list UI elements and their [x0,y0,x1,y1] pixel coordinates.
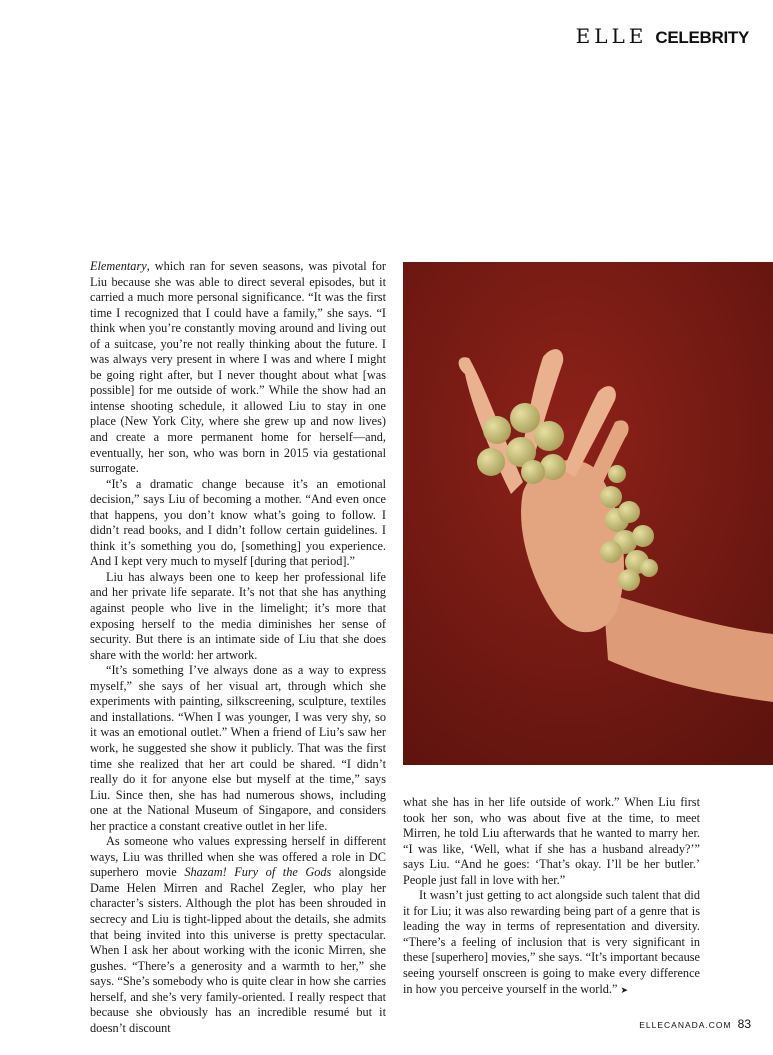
paragraph: It wasn’t just getting to act alongside such talent that did it for Liu; it was also rewarding being part of a genre that is leading the way in terms of representation and diversity. “There’s a feeling of inclusion that is very significant in these [superhero] movies,” she says. “It’s important because seeing yourself onscreen is going to make every difference in how you perceive yourself in the world.” ➤ [403,888,700,996]
article-column-right [403,795,700,998]
magazine-logo: ELLE [575,24,648,48]
paragraph: “It’s something I’ve always done as a way to express myself,” she says of her visual art, through which she experiments with painting, silkscreening, sculpture, textiles and installations. “When I was younger, I was very shy, so it was an emotional outlet.” When a friend of Liu’s saw her work, he suggested she show it publicly. That was the first time she realized that her art could be shared. “I didn’t really do it for anyone else but myself at the time,” says Liu. Since then, she has had numerous shows, including one at the National Museum of Singapore, and considers her practice a constant creative outlet in her life. [90,663,386,833]
website-url: ELLECANADA.COM [639,1020,732,1030]
paragraph: what she has in her life outside of work.” When Liu first took her son, who was about five at the time, to meet Mirren, he told Liu afterwards that he wanted to marry her. “I was like, ‘Well, what if she has a husband already?’” says Liu. “And he goes: ‘That’s okay. I’ll be her butler.’ People just fall in love with her.” [403,795,700,887]
article-column-left [90,259,386,1036]
photo-illustration [403,262,773,765]
paragraph: Elementary, which ran for seven seasons, was pivotal for Liu because she was able to direct several episodes, but it carried a much more personal significance. “It was the first time I recognized that I could have a family,” she says. “I think when you’re constantly moving around and living out of a suitcase, you’re not really thinking about the future. I was always very present in where I was and where I might be going right after, but I never thought about what [was possible] for me outside of work.” While the show had an intense shooting schedule, it allowed Liu to stay in one place (New York City, where she grew up and now lives) and create a more permanent home for herself—and, eventually, her son, who was born in 2015 via gestational surrogate. [90,259,386,476]
paragraph: As someone who values expressing herself in different ways, Liu was thrilled when she was offered a role in DC superhero movie Shazam! Fury of the Gods alongside Dame Helen Mirren and Rachel Zegler, who play her character’s sisters. Although the plot has been shrouded in secrecy and Liu is tight-lipped about the details, she admits that being invited into this universe is pretty spectacular. When I ask her about working with the iconic Mirren, she gushes. “There’s a generosity and a warmth to her,” she says. “She’s somebody who is quite clear in how she carries herself, and she’s very family-oriented. I really respect that because she obviously has an incredible resumé but it doesn’t discount [90,834,387,1035]
page-header [576,24,749,48]
end-mark-icon: ➤ [620,984,629,995]
page-number: 83 [737,1017,751,1031]
movie-title: Shazam! Fury of the Gods [184,865,332,880]
paragraph: “It’s a dramatic change because it’s an emotional decision,” says Liu of becoming a mother. “And even once that happens, you don’t know what’s going to follow. I didn’t read books, and I didn’t follow certain guidelines. I think it’s something you do, [something] you experience. And I kept very much to myself [during that period].” [90,476,386,569]
page-footer [639,1017,751,1031]
section-title: CELEBRITY [655,28,749,47]
paragraph: Liu has always been one to keep her professional life and her private life separate. It’s not that she has anything against people who live in the limelight; it’s more that exposing herself to the media diminishes her sense of security. But there is an intimate side of Liu that she does share with the world: her artwork. [90,569,386,662]
hand-with-grapes-photo [403,262,773,765]
show-title: Elementary [90,259,147,273]
